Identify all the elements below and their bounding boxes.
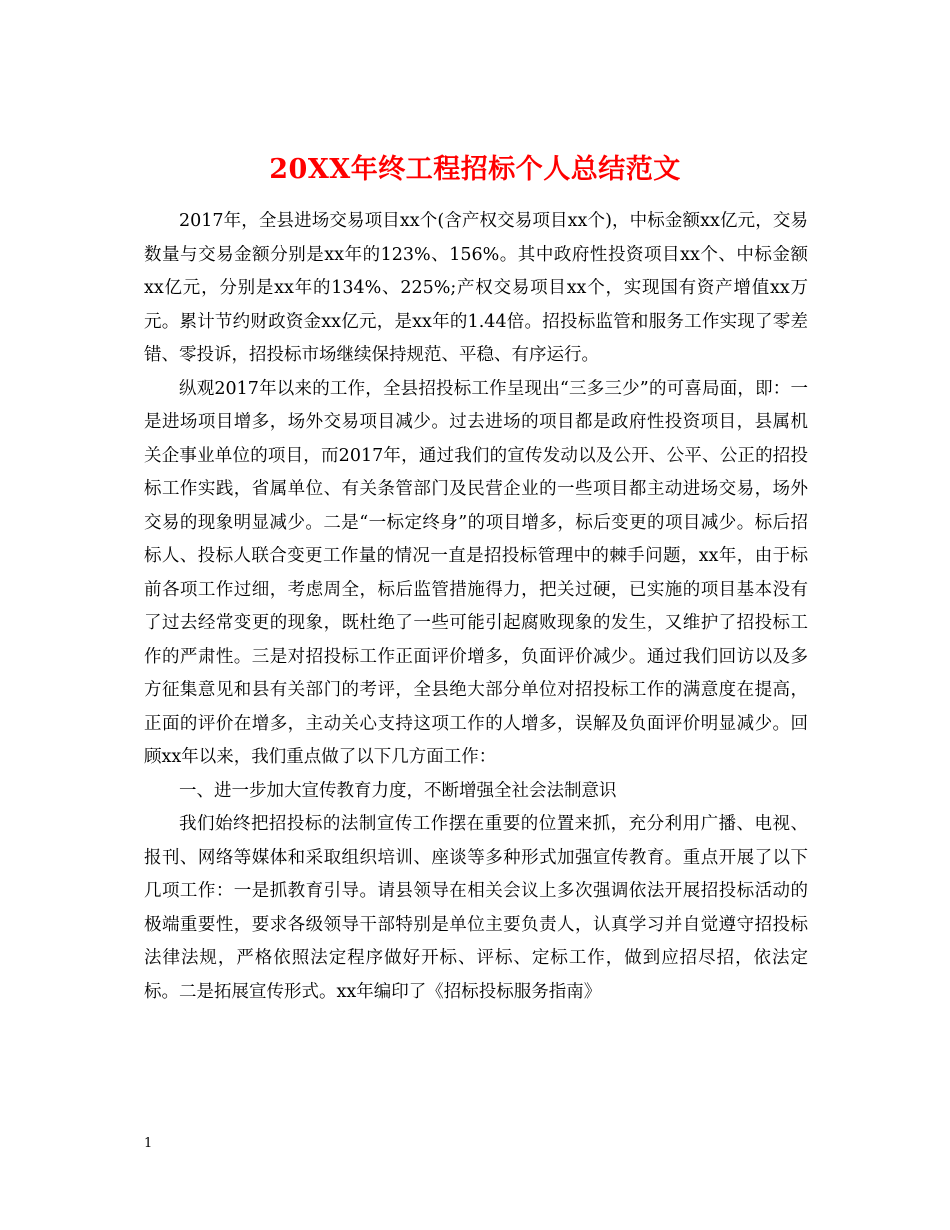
document-body: [144, 205, 808, 1009]
paragraph-summary: 2017年，全县进场交易项目xx个(含产权交易项目xx个)，中标金额xx亿元，交易数量与交易金额分别是xx年的123%、156%。其中政府性投资项目xx个、中标金额xx亿元，分别是xx年的134%、225%;产权交易项目xx个，实现国有资产增值xx万元。累计节约财政资金xx亿元，是xx年的1.44倍。招投标监管和服务工作实现了零差错、零投诉，招投标市场继续保持规范、平稳、有序运行。: [144, 211, 808, 365]
section-heading-1: 一、进一步加大宣传教育力度，不断增强全社会法制意识: [179, 780, 617, 801]
page-number: 1: [144, 1136, 153, 1151]
paragraph-section-1: 我们始终把招投标的法制宣传工作摆在重要的位置来抓，充分利用广播、电视、报刊、网络等媒体和采取组织培训、座谈等多种形式加强宣传教育。重点开展了以下几项工作：一是抓教育引导。请县领导在相关会议上多次强调依法开展招投标活动的极端重要性，要求各级领导干部特别是单位主要负责人，认真学习并自觉遵守招投标法律法规，严格依照法定程序做好开标、评标、定标工作，做到应招尽招，依法定标。二是拓展宣传形式。xx年编印了《招标投标服务指南》: [144, 814, 808, 1002]
document-title: 20XX年终工程招标个人总结范文: [269, 154, 681, 186]
paragraph-overview: 纵观2017年以来的工作，全县招投标工作呈现出“三多三少”的可喜局面，即：一是进场项目增多，场外交易项目减少。过去进场的项目都是政府性投资项目，县属机关企事业单位的项目，而2017年，通过我们的宣传发动以及公开、公平、公正的招投标工作实践，省属单位、有关条管部门及民营企业的一些项目都主动进场交易，场外交易的现象明显减少。二是“一标定终身”的项目增多，标后变更的项目减少。标后招标人、投标人联合变更工作量的情况一直是招投标管理中的棘手问题，xx年，由于标前各项工作过细，考虑周全，标后监管措施得力，把关过硬，已实施的项目基本没有了过去经常变更的现象，既杜绝了一些可能引起腐败现象的发生，又维护了招投标工作的严肃性。三是对招投标工作正面评价增多，负面评价减少。通过我们回访以及多方征集意见和县有关部门的考评，全县绝大部分单位对招投标工作的满意度在提高，正面的评价在增多，主动关心支持这项工作的人增多，误解及负面评价明显减少。回顾xx年以来，我们重点做了以下几方面工作：: [144, 378, 808, 767]
